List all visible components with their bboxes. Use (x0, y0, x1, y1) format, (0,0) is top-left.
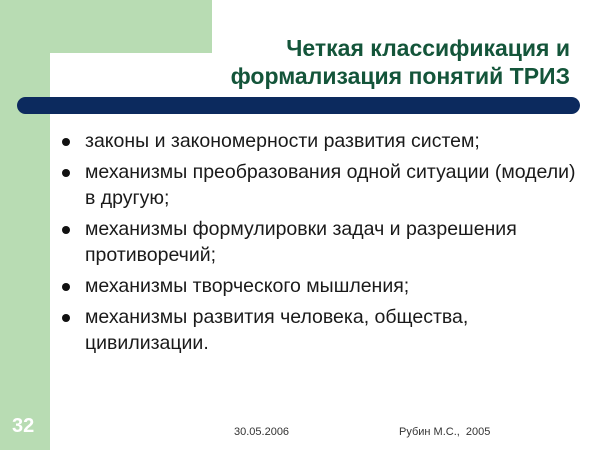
bullet-text: механизмы творческого мышления; (85, 275, 410, 297)
bullet-list (60, 128, 580, 361)
bullet-text: законы и закономерности развития систем; (85, 130, 480, 152)
bullet-dot-icon (62, 283, 70, 291)
bullet-item (60, 216, 580, 268)
bullet-item (60, 273, 580, 299)
bullet-item (60, 159, 580, 211)
bullet-dot-icon (62, 314, 70, 322)
slide-number: 32 (12, 415, 35, 437)
content-corner (50, 53, 90, 93)
slide-title-line-2: формализация понятий ТРИЗ (230, 63, 570, 89)
bullet-item (60, 304, 580, 356)
slide-title (150, 34, 570, 90)
bullet-dot-icon (62, 138, 70, 146)
bullet-item (60, 128, 580, 154)
bullet-text: механизмы формулировки задач и разрешения противоречий; (85, 218, 517, 266)
slide-title-line-1: Четкая классификация и (286, 35, 570, 61)
footer-date: 30.05.2006 (234, 426, 290, 438)
footer-author: Рубин М.С., 2005 (399, 426, 491, 438)
bullet-text: механизмы преобразования одной ситуации (модели) в другую; (85, 161, 576, 209)
bullet-dot-icon (62, 226, 70, 234)
side-decoration-band (0, 0, 50, 450)
title-underline-bar (17, 97, 580, 114)
bullet-text: механизмы развития человека, общества, цивилизации. (85, 306, 469, 354)
bullet-dot-icon (62, 169, 70, 177)
